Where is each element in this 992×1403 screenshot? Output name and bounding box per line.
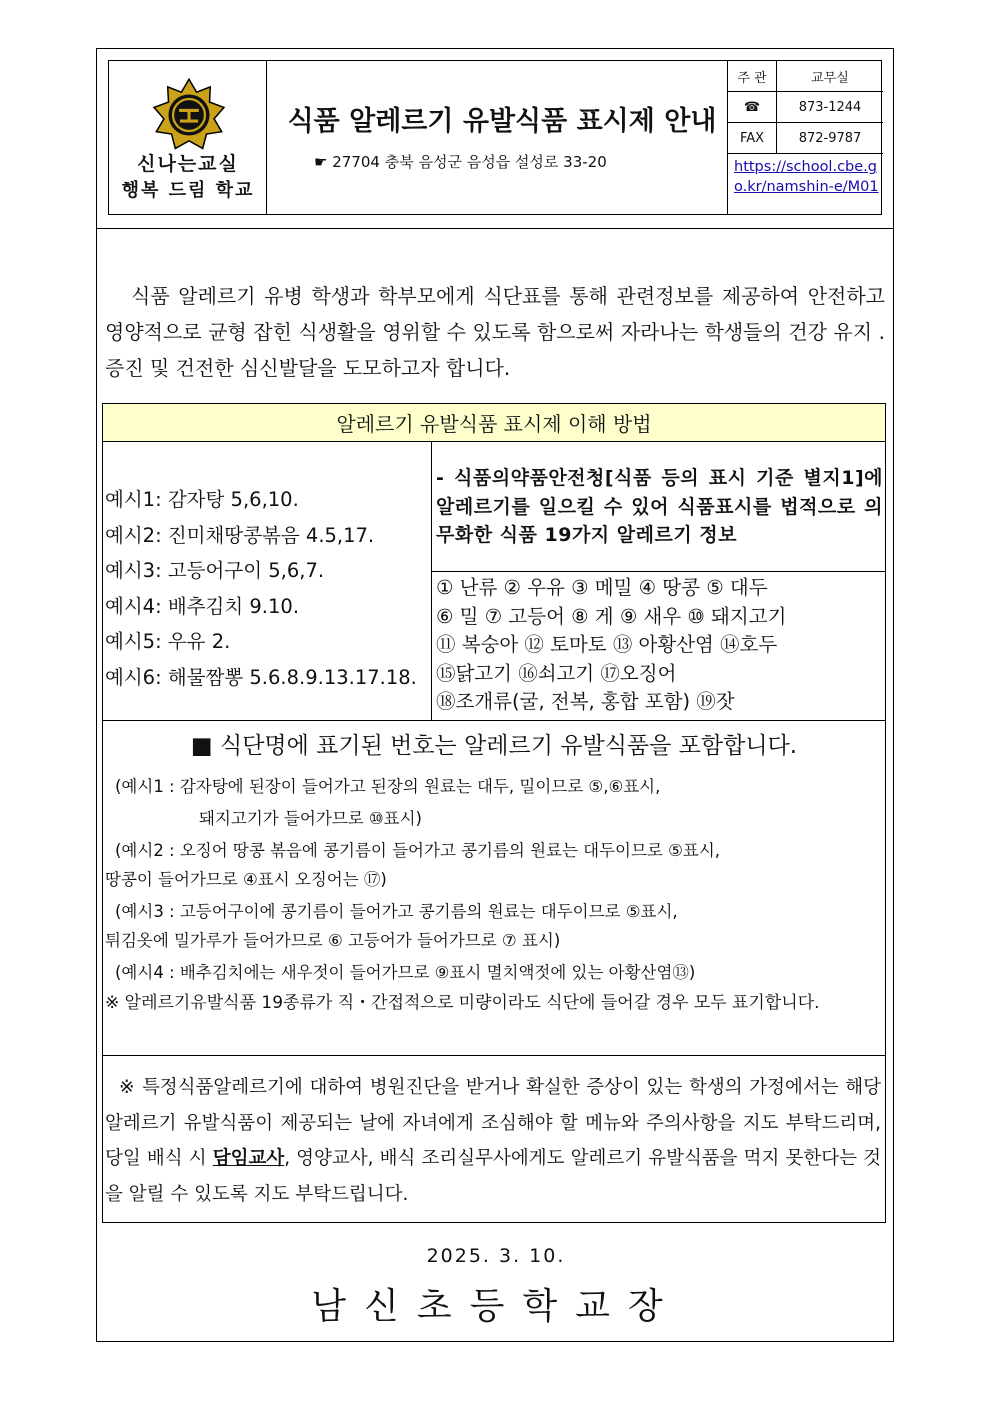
document-title: 식품 알레르기 유발식품 표시제 안내 — [287, 106, 717, 137]
principal-signature: 남신초등학교장 — [311, 1286, 681, 1327]
notice-line: 튀김옷에 밀가루가 들어가므로 ⑥ 고등어가 들어가므로 ⑦ 표시) — [105, 931, 561, 950]
phone-row — [728, 92, 883, 123]
request-text-after: , 영양교사, 배식 조리실무사에게도 알레르기 유발식품을 먹지 못한다는 것을 알릴 수 있도록 지도 부탁드립니다. — [105, 1148, 881, 1205]
notice-line: (예시1 : 감자탕에 된장이 들어가고 된장의 원료는 대두, 밀이므로 ⑤,⑥표시, — [115, 777, 661, 796]
fax-value: 872-9787 — [798, 130, 862, 146]
slogan-line-2: 행복 드림 학교 — [121, 180, 255, 201]
school-address — [314, 151, 607, 172]
notice-line: 돼지고기가 들어가므로 ⑩표시) — [199, 809, 422, 828]
address-text: 27704 충북 음성군 음성읍 설성로 33-20 — [332, 153, 607, 171]
issue-date: 2025. 3. 10. — [426, 1245, 566, 1267]
fax-row — [728, 123, 883, 154]
letterhead — [108, 60, 882, 215]
example-item: 예시6: 해물짬뽕 5.6.8.9.13.17.18. — [105, 665, 417, 689]
phone-value: 873-1244 — [798, 99, 862, 115]
dept-row — [728, 61, 883, 92]
allergy-info-table — [102, 403, 886, 1223]
allergen-line: ① 난류 ② 우유 ③ 메밀 ④ 땅콩 ⑤ 대두 — [436, 576, 768, 599]
school-logo — [109, 61, 267, 214]
table-heading: 알레르기 유발식품 표시제 이해 방법 — [103, 404, 885, 442]
allergen-list — [432, 572, 885, 720]
fax-label: FAX — [728, 123, 777, 153]
dept-value: 교무실 — [811, 70, 849, 86]
legal-basis-text: - 식품의약품안전청[식품 등의 표시 기준 별지1]에 알레르기를 일으킬 수 있어 식품표시를 법적으로 의무화한 식품 19가지 알레르기 정보 — [432, 442, 885, 572]
example-item: 예시2: 진미채땅콩볶음 4.5,17. — [105, 523, 375, 547]
dept-label: 주 관 — [728, 61, 777, 91]
notice-line: (예시2 : 오징어 땅콩 볶음에 콩기름이 들어가고 콩기름의 원료는 대두이므로 ⑤표시, — [115, 841, 721, 860]
example-item: 예시3: 고등어구이 5,6,7. — [105, 559, 325, 582]
homeroom-teacher-highlight: 담임교사 — [212, 1148, 285, 1169]
footnote-text: ※ 알레르기유발식품 19종류가 직・간접적으로 미량이라도 식단에 들어갈 경우 모두 표기합니다. — [105, 993, 820, 1013]
phone-icon: ☎ — [728, 92, 777, 122]
notice-line: (예시4 : 배추김치에는 새우젓이 들어가므로 ⑨표시 멸치액젓에 있는 아황산염⑬) — [115, 963, 696, 982]
pointing-hand-icon: ☛ — [314, 153, 328, 171]
intro-text: 식품 알레르기 유병 학생과 학부모에게 식단표를 통해 관련정보를 제공하여 안전하고 영양적으로 균형 잡힌 식생활을 영위할 수 있도록 함으로써 자라나는 학생들의 건강 유지 . 증진 및 건전한 심신발달을 도모하고자 합니다. — [105, 284, 885, 380]
allergen-line: ⑱조개류(굴, 전복, 홍합 포함) ⑲잣 — [436, 690, 735, 713]
allergen-line: ⑪ 복숭아 ⑫ 토마토 ⑬ 아황산염 ⑭호두 — [436, 633, 778, 656]
contact-info-box — [727, 61, 883, 214]
school-homepage-link[interactable]: https://school.cbe.go.kr/namshin-e/M01 — [734, 159, 879, 195]
school-emblem-icon — [151, 77, 227, 153]
slogan-line-1: 신나는교실 — [137, 153, 239, 175]
notice-line: 땅콩이 들어가므로 ④표시 오징어는 ⑰) — [105, 870, 387, 889]
allergen-line: ⑮닭고기 ⑯쇠고기 ⑰오징어 — [436, 661, 677, 685]
example-item: 예시5: 우유 2. — [105, 630, 231, 653]
request-text-before: ※ 특정식품알레르기에 대하여 병원진단을 받거나 확실한 증상이 있는 학생의 가정에서는 해당 알레르기 유발식품이 제공되는 날에 자녀에게 조심해야 할 메뉴와 주의사항을 지도 부탁드리며, 당일 배식 시 — [105, 1077, 881, 1169]
parent-request — [105, 1070, 881, 1212]
notice-footnote — [105, 988, 881, 1018]
notice-line: (예시3 : 고등어구이에 콩기름이 들어가고 콩기름의 원료는 대두이므로 ⑤표시, — [115, 902, 678, 921]
examples-column — [103, 442, 432, 720]
example-item: 예시4: 배추김치 9.10. — [105, 594, 300, 618]
header-divider — [96, 228, 894, 229]
intro-paragraph — [105, 278, 885, 386]
allergen-line: ⑥ 밀 ⑦ 고등어 ⑧ 게 ⑨ 새우 ⑩ 돼지고기 — [436, 604, 787, 628]
request-text — [105, 1070, 881, 1212]
notice-title: ■ 식단명에 표기된 번호는 알레르기 유발식품을 포함합니다. — [190, 733, 798, 759]
example-item: 예시1: 감자탕 5,6,10. — [105, 488, 299, 511]
